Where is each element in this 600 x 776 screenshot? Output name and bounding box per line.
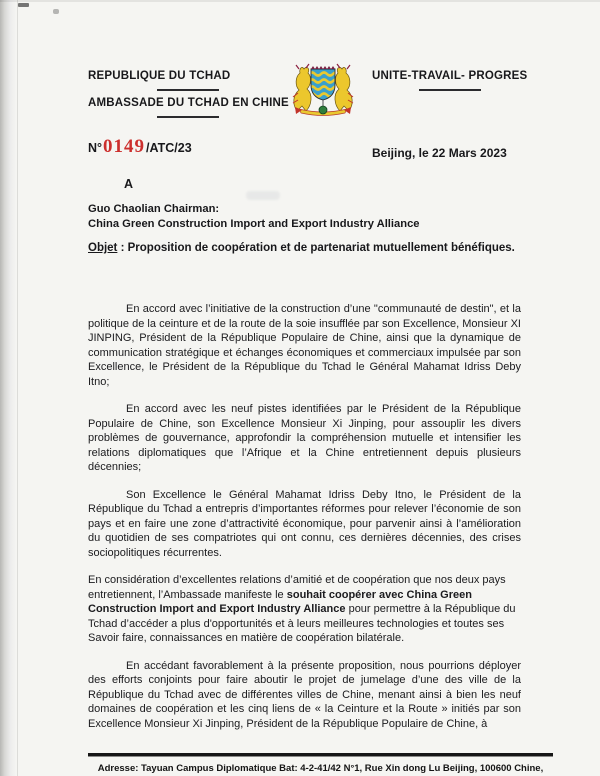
scan-artifact-speck bbox=[18, 3, 29, 7]
paragraph-4-bold-partner-name: souhait coopérer avec China Green Construction Import and Export Industry Alliance bbox=[88, 588, 472, 615]
subject-line bbox=[88, 241, 538, 256]
divider-rule bbox=[157, 116, 219, 118]
reference-prefix: N° bbox=[88, 141, 103, 155]
recipient-name: Guo Chaolian Chairman: bbox=[88, 203, 220, 215]
subject-separator: : bbox=[117, 242, 128, 254]
letterhead-right bbox=[372, 70, 527, 97]
body-paragraph-1: En accord avec l’initiative de la construction d’une "communauté de destin", et la politique de la ceinture et de la route de la soie insufflée par son Excellence, Monsieur XI JINPING, Président de la République Populaire de Chine, ainsi que la dynamique de communication stratégique et échanges économiques et commerciaux impulsée par son Excellence, le Président de la République du Tchad le Général Mahamat Idriss Deby Itno; bbox=[88, 303, 521, 388]
reference-line bbox=[88, 136, 192, 158]
divider-rule bbox=[419, 89, 481, 91]
salutation: A bbox=[124, 177, 134, 191]
body-paragraph-5: En accédant favorablement à la présente proposition, nous pourrions déployer des efforts conjoints pour faire aboutir le projet de jumelage d’une des ville de la République du Tchad avec de différentes villes de Chine, menant ainsi à bien les neuf domaines de coopération et les cinq liens de « la Ceinture et la Route » initiés par son Excellence Monsieur Xi Jinping, Président de la République Populaire de Chine, à bbox=[88, 659, 521, 730]
scan-artifact-speck bbox=[53, 9, 59, 14]
embassy-title: AMBASSADE DU TCHAD EN CHINE bbox=[88, 97, 289, 109]
subject-label: Objet bbox=[88, 242, 118, 254]
recipient-block bbox=[88, 202, 420, 231]
subject-text: Proposition de coopération et de partenariat mutuellement bénéfiques. bbox=[127, 242, 515, 254]
footer-divider-rule bbox=[88, 753, 553, 757]
recipient-organization: China Green Construction Import and Export Industry Alliance bbox=[88, 217, 420, 230]
body-paragraph-4 bbox=[88, 573, 521, 646]
paragraph-4-text: En considération d’excellentes relations d’amitié et de coopération que nos deux pays entretiennent, l’Ambassade manifeste le bbox=[88, 574, 506, 601]
body-paragraph-3: Son Excellence le Général Mahamat Idriss Deby Itno, le Président de la République du Tchad a entrepris d’importantes réformes pour relever l’économie de son pays et en faire une zone d’attractivité économique, pour parvenir ainsi à l’amélioration du quotidien de ses compatriotes qui ont connu, ces dernières décennies, des crises sociopolitiques récurrentes. bbox=[88, 488, 521, 559]
scan-top-shadow bbox=[0, 0, 600, 2]
national-motto: UNITE-TRAVAIL- PROGRES bbox=[372, 70, 528, 82]
divider-rule bbox=[157, 89, 219, 91]
scan-edge-shadow bbox=[0, 0, 16, 776]
paragraph-4-text: pour permettre à la République du Tchad d’accéder a plus d'opportunités et à leurs meilleures technologies et toutes ses Savoir faire, connaissances en matière de coopération bilatérale. bbox=[88, 603, 516, 644]
republic-title: REPUBLIQUE DU TCHAD bbox=[88, 70, 231, 82]
letter-body bbox=[88, 302, 521, 744]
reference-number: 0149 bbox=[103, 136, 146, 157]
footer-address: Adresse: Tayuan Campus Diplomatique Bat: 4-2-41/42 N°1, Rue Xin dong Lu Beijing, 100600 Chine, bbox=[97, 763, 544, 774]
date-line: Beijing, le 22 Mars 2023 bbox=[372, 146, 507, 160]
body-paragraph-2: En accord avec les neuf pistes identifiées par le Président de la République Populaire de Chine, son Excellence Monsieur Xi Jinping, pour assouplir les divers problèmes de gouvernance, approfondir la compréhension mutuelle et intensifier les relations diplomatiques que l’Afrique et la Chine entretiennent depuis plusieurs décennies; bbox=[88, 403, 521, 473]
chad-coat-of-arms-icon bbox=[285, 60, 361, 118]
scan-smudge bbox=[246, 191, 280, 200]
letterhead-left bbox=[88, 70, 289, 124]
reference-suffix: /ATC/23 bbox=[146, 141, 192, 155]
